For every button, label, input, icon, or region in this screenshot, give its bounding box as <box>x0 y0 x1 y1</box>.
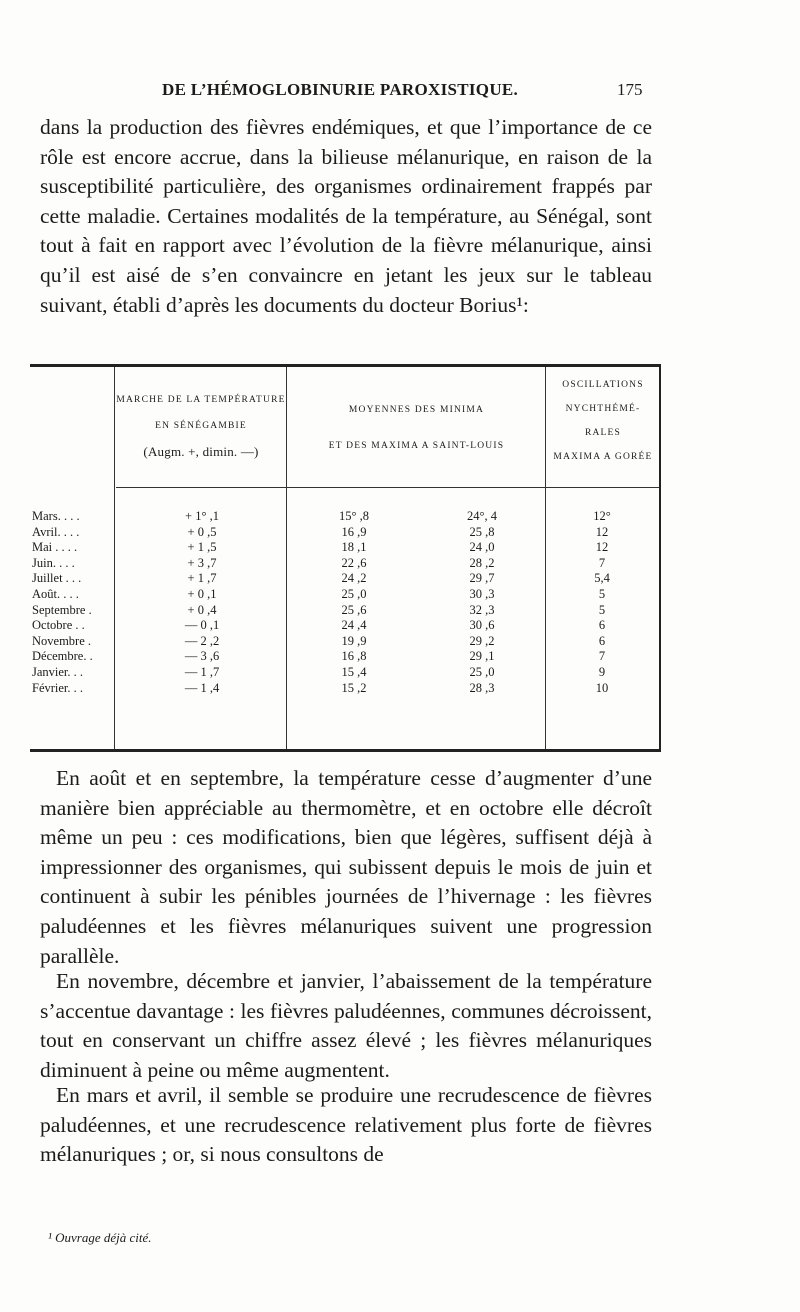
cell-month: Juin. . . . <box>32 555 75 570</box>
cell-marche: — 0 ,1 <box>184 618 220 633</box>
cell-maxima: 28 ,3 <box>469 680 495 695</box>
cell-month: Mars. . . . <box>32 509 80 523</box>
cell-maxima: 29 ,2 <box>469 633 495 648</box>
cell-month: Juillet . . . <box>32 571 82 586</box>
cell-oscillation: 9 <box>598 665 606 679</box>
table-rule-1 <box>114 367 115 749</box>
cell-minima: 22 ,6 <box>341 555 367 570</box>
paragraph-march: En mars et avril, il semble se produire une recrudescence de fièvres paludéennes, et une recrudescence relativement plus forte de fièvres mélanuriques ; or, si nous consultons de <box>40 1083 652 1167</box>
footnote: ¹ Ouvrage déjà cité. <box>48 1230 152 1245</box>
cell-month: Mai . . . . <box>32 540 78 555</box>
header-oscillations: OSCILLATIONS NYCHTHÉMÉ- RALES MAXIMA A GORÉE <box>553 380 653 462</box>
cell-minima: 16 ,8 <box>341 649 367 664</box>
cell-maxima: 25 ,8 <box>469 524 495 539</box>
cell-marche: + 0 ,1 <box>187 587 217 601</box>
cell-marche: + 0 ,5 <box>187 524 217 539</box>
paragraph-november: En novembre, décembre et janvier, l’abaissement de la température s’accentue davantage : les fièvres paludéennes, communes décroissent, tout en conservant un chiffre assez élevé ; les fièvres mélanuriques diminuent à peine ou même augmentent. <box>40 969 652 1082</box>
cell-maxima: 29 ,1 <box>469 649 495 664</box>
page-number: 175 <box>617 80 643 99</box>
cell-marche: + 1° ,1 <box>185 509 219 523</box>
header-marche: MARCHE DE LA TEMPÉRATURE EN SÉNÉGAMBIE (Augm. +, dimin. —) <box>116 395 286 459</box>
cell-marche: + 0 ,4 <box>187 602 217 617</box>
cell-month: Janvier. . . <box>32 665 84 679</box>
cell-maxima: 24 ,0 <box>469 540 495 555</box>
cell-maxima: 24°, 4 <box>467 509 497 523</box>
table-rule-2 <box>286 367 287 749</box>
cell-month: Novembre . <box>32 633 92 648</box>
cell-marche: — 3 ,6 <box>184 649 220 664</box>
cell-month: Décembre. . <box>32 649 93 664</box>
cell-minima: 15° ,8 <box>339 509 369 523</box>
cell-marche: + 1 ,5 <box>187 540 217 555</box>
cell-oscillation: 12° <box>593 509 611 523</box>
cell-oscillation: 7 <box>598 649 606 664</box>
running-title: DE L’HÉMOGLOBINURIE PAROXISTIQUE. <box>162 80 519 99</box>
cell-month: Octobre . . <box>32 618 85 633</box>
cell-oscillation: 6 <box>598 633 606 648</box>
cell-oscillation: 12 <box>595 540 609 555</box>
cell-maxima: 28 ,2 <box>469 555 495 570</box>
running-header <box>0 72 800 100</box>
table-rule-3 <box>545 367 546 749</box>
cell-maxima: 30 ,3 <box>469 587 495 601</box>
cell-minima: 18 ,1 <box>341 540 367 555</box>
cell-oscillation: 6 <box>598 618 606 633</box>
paragraph-august: En août et en septembre, la température cesse d’augmenter d’une manière bien appréciable au thermomètre, et en octobre elle décroît même un peu : ces modifications, bien que légères, suffisent déjà à impressionner des organismes, qui subissent depuis le mois de juin et continuent à subir les pénibles journées de l’hivernage : les fièvres paludéennes et les fièvres mélanuriques suivent une progression parallèle. <box>40 766 652 968</box>
cell-month: Août. . . . <box>32 587 79 601</box>
cell-minima: 15 ,4 <box>341 665 367 679</box>
cell-oscillation: 5,4 <box>594 571 610 586</box>
cell-marche: — 1 ,7 <box>184 665 220 679</box>
cell-minima: 24 ,4 <box>341 618 367 633</box>
cell-marche: — 2 ,2 <box>184 633 220 648</box>
cell-minima: 25 ,6 <box>341 602 367 617</box>
header-moyennes: MOYENNES DES MINIMA ET DES MAXIMA A SAINT-LOUIS <box>328 405 505 451</box>
cell-minima: 15 ,2 <box>341 680 367 695</box>
cell-maxima: 25 ,0 <box>469 665 495 679</box>
cell-minima: 25 ,0 <box>341 587 367 601</box>
cell-oscillation: 10 <box>595 680 609 695</box>
table-header-rule <box>116 487 659 488</box>
cell-marche: + 1 ,7 <box>187 571 217 586</box>
temperature-table <box>30 364 661 752</box>
cell-month: Février. . . <box>32 680 84 695</box>
cell-oscillation: 7 <box>598 555 606 570</box>
paragraph-intro: dans la production des fièvres endémiques, et que l’importance de ce rôle est encore accrue, dans la bilieuse mélanurique, en raison de la susceptibilité particulière, des organismes ordinairement frappés par cette maladie. Certaines modalités de la température, au Sénégal, sont tout à fait en rapport avec l’évolution de la fièvre mélanurique, ainsi qu’il est aisé de s’en convaincre en jetant les jeux sur le tableau suivant, établi d’après les documents du docteur Borius¹: <box>40 115 652 317</box>
cell-minima: 24 ,2 <box>341 571 367 586</box>
cell-oscillation: 5 <box>598 587 606 601</box>
cell-marche: — 1 ,4 <box>184 680 220 695</box>
cell-minima: 19 ,9 <box>341 633 367 648</box>
cell-marche: + 3 ,7 <box>187 555 217 570</box>
cell-maxima: 30 ,6 <box>469 618 495 633</box>
cell-maxima: 32 ,3 <box>469 602 495 617</box>
cell-minima: 16 ,9 <box>341 524 367 539</box>
cell-month: Avril. . . . <box>32 524 80 539</box>
cell-oscillation: 5 <box>598 602 606 617</box>
cell-oscillation: 12 <box>595 524 609 539</box>
cell-month: Septembre . <box>32 602 92 617</box>
cell-maxima: 29 ,7 <box>469 571 495 586</box>
